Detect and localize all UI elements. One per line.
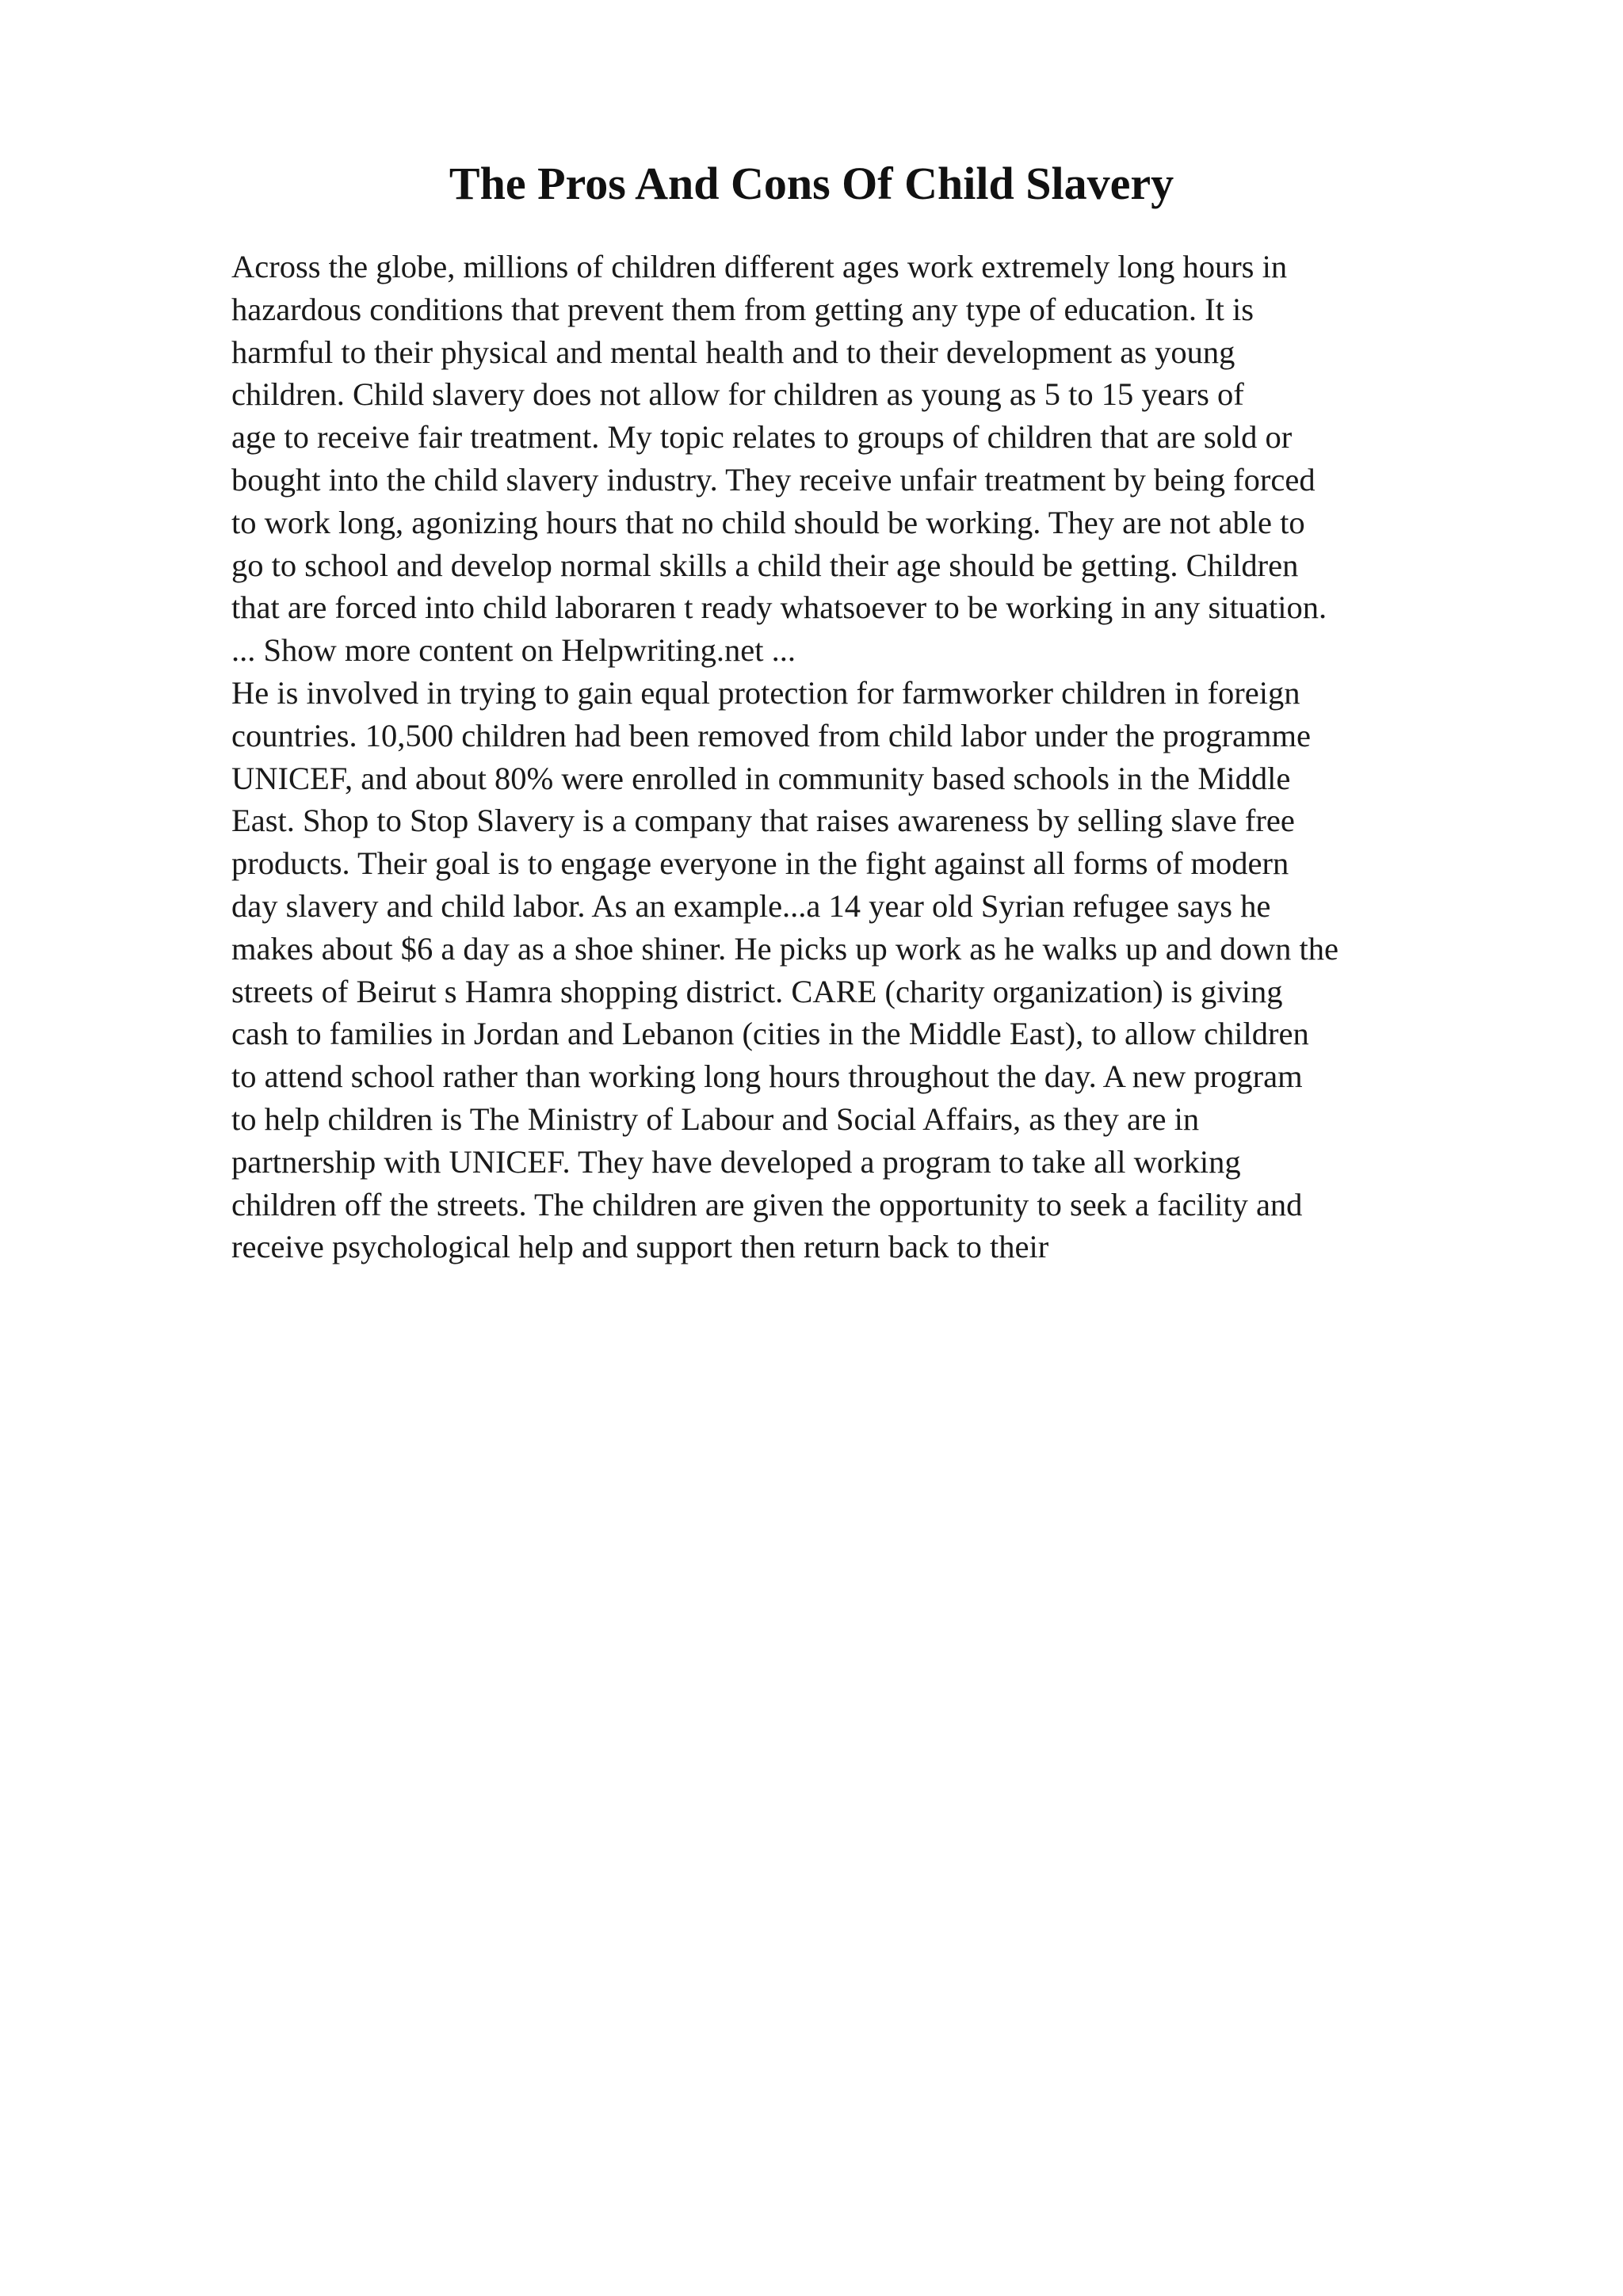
body-line-23: children off the streets. The children are given the opportunity to seek a facility and [231, 1186, 1303, 1222]
body-line-4: children. Child slavery does not allow for children as young as 5 to 15 years of [231, 376, 1244, 413]
body-line-8: go to school and develop normal skills a child their age should be getting. Children [231, 547, 1299, 583]
body-line-11: He is involved in trying to gain equal protection for farmworker children in foreign [231, 674, 1300, 711]
body-line-18: streets of Beirut s Hamra shopping district. CARE (charity organization) is giving [231, 973, 1283, 1009]
body-line-17: makes about $6 a day as a shoe shiner. He picks up work as he walks up and down the [231, 930, 1338, 967]
document-title: The Pros And Cons Of Child Slavery [449, 158, 1174, 209]
body-line-19: cash to families in Jordan and Lebanon (cities in the Middle East), to allow children [231, 1016, 1309, 1052]
body-line-14: East. Shop to Stop Slavery is a company that raises awareness by selling slave free [231, 803, 1295, 839]
body-line-6: bought into the child slavery industry. They receive unfair treatment by being forced [231, 461, 1316, 498]
body-line-12: countries. 10,500 children had been removed from child labor under the programme [231, 717, 1311, 753]
document-body [231, 246, 1531, 1268]
body-line-20: to attend school rather than working long hours throughout the day. A new program [231, 1058, 1303, 1095]
body-line-1: Across the globe, millions of children different ages work extremely long hours in [231, 249, 1288, 284]
body-line-16: day slavery and child labor. As an example...a 14 year old Syrian refugee says he [231, 887, 1271, 924]
body-line-5: age to receive fair treatment. My topic relates to groups of children that are sold or [231, 419, 1293, 456]
body-line-7: to work long, agonizing hours that no child should be working. They are not able to [231, 504, 1305, 540]
show-more-link[interactable]: ... Show more content on Helpwriting.net ... [231, 632, 796, 669]
body-line-9: that are forced into child laboraren t ready whatsoever to be working in any situation. [231, 589, 1327, 626]
body-line-13: UNICEF, and about 80% were enrolled in community based schools in the Middle [231, 760, 1291, 796]
body-line-3: harmful to their physical and mental health and to their development as young [231, 334, 1235, 370]
body-line-24: receive psychological help and support then return back to their [231, 1229, 1049, 1265]
body-line-15: products. Their goal is to engage everyone in the fight against all forms of modern [231, 845, 1289, 882]
body-line-21: to help children is The Ministry of Labour and Social Affairs, as they are in [231, 1100, 1200, 1137]
body-line-2: hazardous conditions that prevent them from getting any type of education. It is [231, 291, 1254, 327]
body-line-22: partnership with UNICEF. They have developed a program to take all working [231, 1143, 1241, 1180]
